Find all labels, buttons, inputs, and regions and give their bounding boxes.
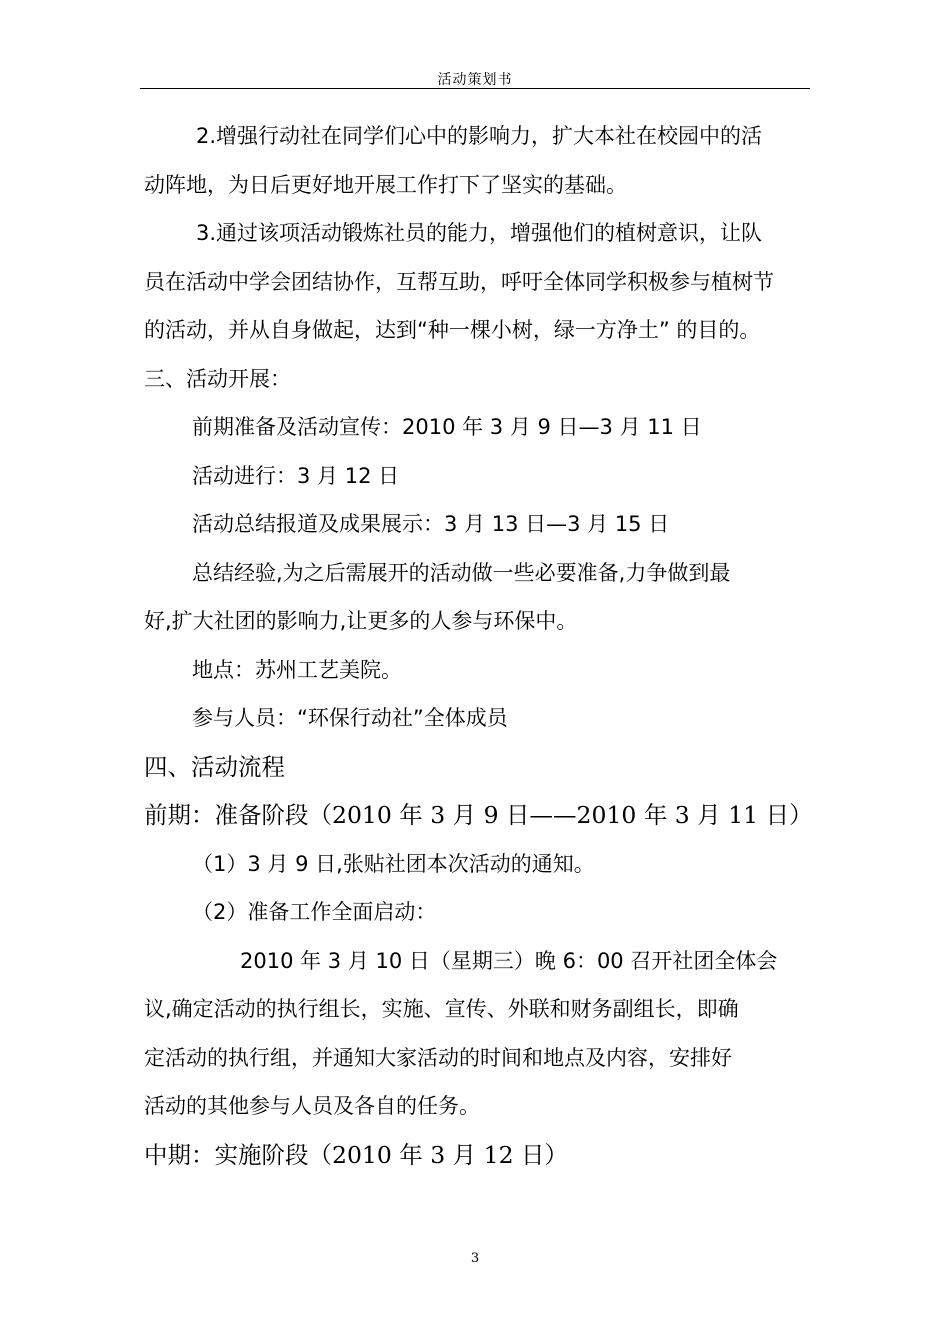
participants-line: 参与人员：“环保行动社”全体成员 xyxy=(192,706,508,730)
schedule-execution: 活动进行：3 月 12 日 xyxy=(192,463,400,488)
paragraph-goal-2-line-1: 2.增强行动社在同学们心中的影响力，扩大本社在校园中的活 xyxy=(196,124,763,148)
section-heading-activity-schedule: 三、活动开展： xyxy=(144,366,291,391)
paragraph-summary-line-1: 总结经验,为之后需展开的活动做一些必要准备,力争做到最 xyxy=(192,560,731,585)
preparation-step-2: （2）准备工作全面启动： xyxy=(192,900,437,924)
phase-heading-implementation: 中期：实施阶段（2010 年 3 月 12 日） xyxy=(144,1140,569,1169)
page-number: 3 xyxy=(470,1251,480,1266)
location-line: 地点：苏州工艺美院。 xyxy=(192,657,402,682)
paragraph-meeting-line-3: 定活动的执行组，并通知大家活动的时间和地点及内容，安排好 xyxy=(144,1045,732,1070)
phase-heading-preparation: 前期：准备阶段（2010 年 3 月 9 日——2010 年 3 月 11 日） xyxy=(144,801,813,829)
paragraph-goal-3-line-3: 的活动，并从自身做起，达到“种一棵小树，绿一方净土” 的目的。 xyxy=(144,318,761,342)
section-heading-activity-flow: 四、活动流程 xyxy=(144,752,285,781)
paragraph-meeting-line-1: 2010 年 3 月 10 日（星期三）晚 6：00 召开社团全体会 xyxy=(240,948,778,973)
preparation-step-1: （1）3 月 9 日,张贴社团本次活动的通知。 xyxy=(192,851,595,876)
paragraph-goal-3-line-2: 员在活动中学会团结协作，互帮互助，呼吁全体同学积极参与植树节 xyxy=(144,269,774,294)
paragraph-meeting-line-2: 议,确定活动的执行组长，实施、宣传、外联和财务副组长，即确 xyxy=(144,997,739,1021)
paragraph-goal-2-line-2: 动阵地，为日后更好地开展工作打下了坚实的基础。 xyxy=(144,172,627,197)
header-divider xyxy=(140,88,810,89)
schedule-preparation: 前期准备及活动宣传：2010 年 3 月 9 日—3 月 11 日 xyxy=(192,415,702,439)
paragraph-summary-line-2: 好,扩大社团的影响力,让更多的人参与环保中。 xyxy=(144,609,578,633)
schedule-summary: 活动总结报道及成果展示：3 月 13 日—3 月 15 日 xyxy=(192,512,670,536)
running-header-title: 活动策划书 xyxy=(437,72,513,88)
paragraph-goal-3-line-1: 3.通过该项活动锻炼社员的能力，增强他们的植树意识，让队 xyxy=(196,221,763,245)
paragraph-meeting-line-4: 活动的其他参与人员及各自的任务。 xyxy=(144,1094,480,1118)
document-body xyxy=(144,112,814,1179)
